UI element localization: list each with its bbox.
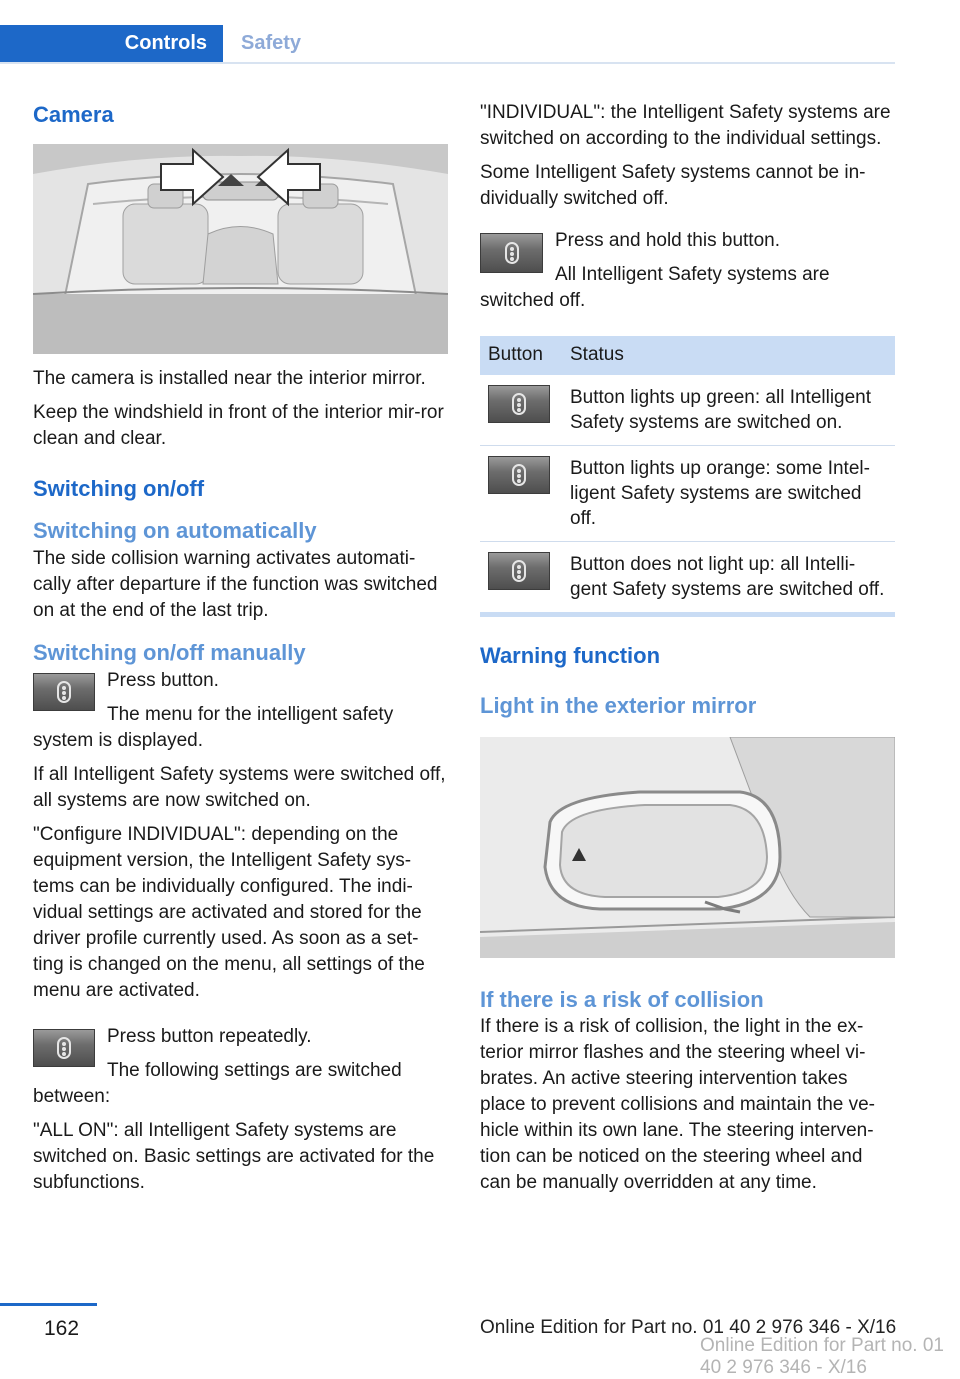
press-hold-text: Press and hold this button. <box>555 230 780 251</box>
table-cell-status: Button lights up orange: some Intel‐ligent Safety systems are switched off. <box>562 446 895 542</box>
press-repeat-text: Press button repeatedly. <box>107 1026 312 1047</box>
press-repeat-block <box>33 1024 449 1110</box>
safety-button-icon <box>33 673 95 711</box>
edition-text: Online Edition for Part no. 01 40 2 976 346 - X/16 <box>480 1317 897 1338</box>
status-table <box>480 336 895 617</box>
safety-button-icon <box>488 552 550 590</box>
tab-safety[interactable]: Safety <box>241 32 302 54</box>
page-number: 162 <box>44 1317 80 1340</box>
menu-text: The menu for the intelligent safety system is displayed. <box>33 704 394 751</box>
individual-text: "INDIVIDUAL": the Intelligent Safety systems are switched on according to the individual settings. <box>480 102 891 149</box>
table-row <box>480 446 895 542</box>
camera-heading: Camera <box>33 102 114 127</box>
safety-button-icon <box>33 1029 95 1067</box>
camera-text-1: The camera is installed near the interior mirror. <box>33 368 426 389</box>
table-header-row <box>480 336 895 375</box>
table-cell-status: Button lights up green: all Intelligent Safety systems are switched on. <box>562 375 895 446</box>
footer-line <box>0 1303 97 1306</box>
left-column <box>33 100 449 1204</box>
warning-heading: Warning function <box>480 643 661 668</box>
table-cell-status: Button does not light up: all Intelli‐gent Safety systems are switched off. <box>562 542 895 615</box>
all-on-text: "ALL ON": all Intelligent Safety systems are switched on. Basic settings are activated for the subfunctions. <box>33 1120 435 1193</box>
right-column <box>480 100 896 1204</box>
camera-image <box>33 144 448 354</box>
manual-heading: Switching on/off manually <box>33 640 306 665</box>
safety-button-icon <box>480 233 543 273</box>
table-header-status: Status <box>562 336 895 375</box>
mirror-image <box>480 737 895 958</box>
all-switched-off-text: All Intelligent Safety systems are switched off. <box>480 264 830 311</box>
safety-button-icon <box>488 456 550 494</box>
risk-heading: If there is a risk of collision <box>480 987 764 1012</box>
auto-heading: Switching on automatically <box>33 518 317 543</box>
all-off-text: If all Intelligent Safety systems were switched off, all systems are now switched on. <box>33 764 446 811</box>
following-text: The following settings are switched between: <box>33 1060 402 1107</box>
car-interior-illustration <box>33 144 448 354</box>
camera-text-2: Keep the windshield in front of the interior mir‐ror clean and clear. <box>33 402 444 449</box>
press-button-block <box>33 668 449 754</box>
switching-heading: Switching on/off <box>33 476 205 501</box>
configure-text: "Configure INDIVIDUAL": depending on the equipment version, the Intelligent Safety sys‐tems can be individually configured. The indi‐vidual settings are activated and stored for the driver profile currently used. As soon as a set‐ting is changed on the menu, all settings of the menu are activated. <box>33 824 425 1001</box>
auto-text: The side collision warning activates automati‐cally after departure if the function was switched on at the end of the last trip. <box>33 548 438 621</box>
table-row <box>480 542 895 615</box>
tab-controls[interactable]: Controls <box>0 25 223 62</box>
table-row <box>480 375 895 446</box>
press-hold-block <box>480 228 896 314</box>
risk-text: If there is a risk of collision, the light in the ex‐terior mirror flashes and the steering wheel vi‐brates. An active steering intervention takes place to prevent collisions and maintain the ve‐hicle within its own lane. The steering interven‐tion can be noticed on the steering wheel and can be manually overridden at any time. <box>480 1016 876 1193</box>
table-header-button: Button <box>480 336 562 375</box>
exterior-mirror-illustration <box>480 737 895 958</box>
press-button-text: Press button. <box>107 670 219 691</box>
some-systems-text: Some Intelligent Safety systems cannot be in‐dividually switched off. <box>480 162 866 209</box>
watermark-text: Online Edition for Part no. 01 40 2 976 346 - X/16 <box>700 1335 944 1378</box>
light-heading: Light in the exterior mirror <box>480 693 757 718</box>
safety-button-icon <box>488 385 550 423</box>
